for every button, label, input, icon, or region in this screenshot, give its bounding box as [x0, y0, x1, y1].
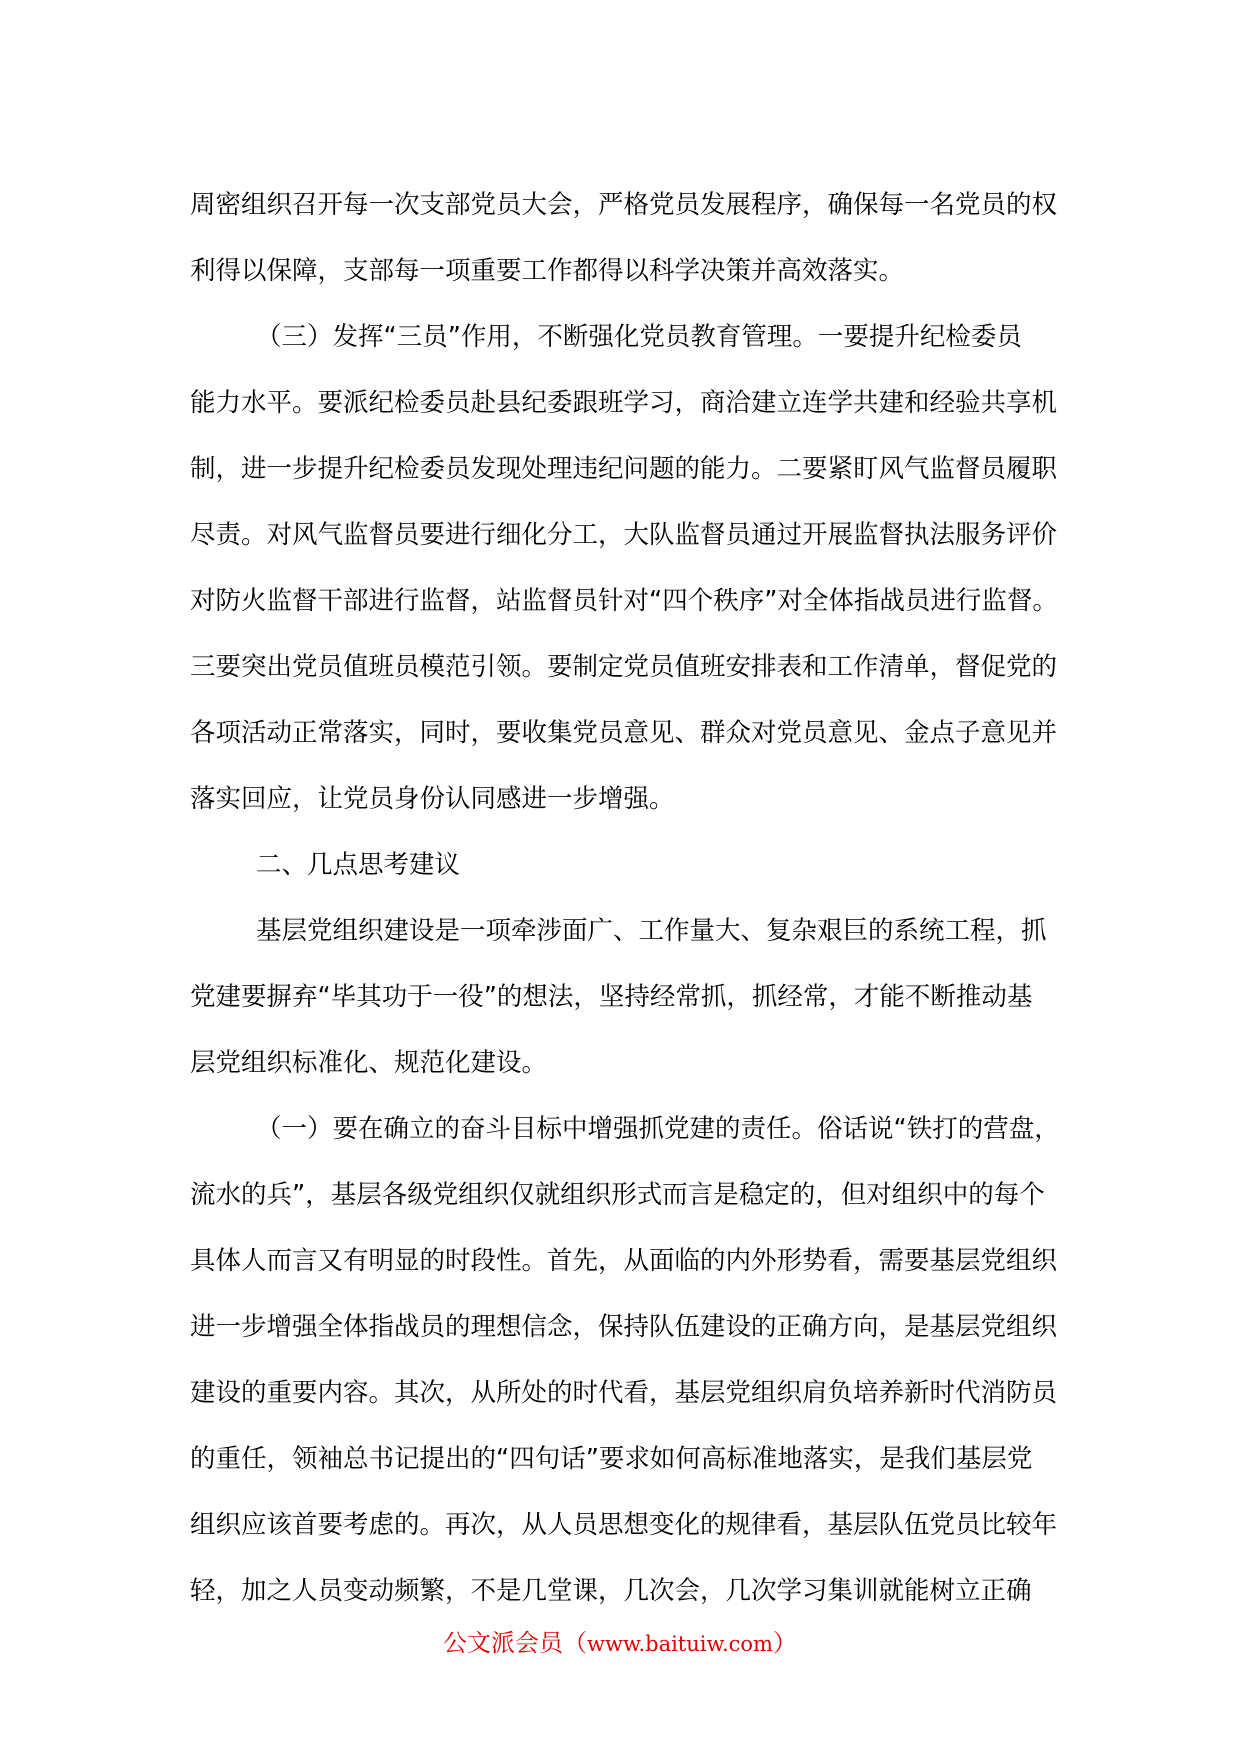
text-line: 层党组织标准化、规范化建设。	[190, 1048, 548, 1078]
document-body	[190, 172, 1060, 1624]
text-line: 各项活动正常落实，同时，要收集党员意见、群众对党员意见、金点子意见并	[190, 718, 1058, 748]
text-line: 具体人而言又有明显的时段性。首先，从面临的内外形势看，需要基层党组织	[190, 1246, 1058, 1276]
text-line: 利得以保障，支部每一项重要工作都得以科学决策并高效落实。	[190, 256, 905, 286]
text-line: 对防火监督干部进行监督，站监督员针对“四个秩序”对全体指战员进行监督。	[190, 586, 1058, 616]
footer-close: ）	[772, 1629, 797, 1657]
paragraph-start: 基层党组织建设是一项牵涉面广、工作量大、复杂艰巨的系统工程，抓	[256, 916, 1047, 946]
text-line: 流水的兵”，基层各级党组织仅就组织形式而言是稳定的，但对组织中的每个	[190, 1180, 1045, 1210]
text-line: 制，进一步提升纪检委员发现处理违纪问题的能力。二要紧盯风气监督员履职	[190, 454, 1058, 484]
text-line: 三要突出党员值班员模范引领。要制定党员值班安排表和工作清单，督促党的	[190, 652, 1058, 682]
section-heading-one: （一）要在确立的奋斗目标中增强抓党建的责任。俗话说“铁打的营盘，	[256, 1114, 1060, 1144]
text-line: 进一步增强全体指战员的理想信念，保持队伍建设的正确方向，是基层党组织	[190, 1312, 1058, 1342]
text-line: 的重任，领袖总书记提出的“四句话”要求如何高标准地落实，是我们基层党	[190, 1444, 1033, 1474]
section-heading-two: 二、几点思考建议	[256, 850, 461, 880]
footer-watermark	[0, 1623, 1240, 1664]
text-line: 党建要摒弃“毕其功于一役”的想法，坚持经常抓，抓经常，才能不断推动基	[190, 982, 1033, 1012]
text-line: 周密组织召开每一次支部党员大会，严格党员发展程序，确保每一名党员的权	[190, 190, 1058, 220]
footer-brand: 公文派会员（	[443, 1629, 588, 1657]
text-line: 尽责。对风气监督员要进行细化分工，大队监督员通过开展监督执法服务评价	[190, 520, 1058, 550]
footer-url: www.baituiw.com	[587, 1632, 773, 1656]
text-line: 组织应该首要考虑的。再次，从人员思想变化的规律看，基层队伍党员比较年	[190, 1510, 1058, 1540]
text-line: 建设的重要内容。其次，从所处的时代看，基层党组织肩负培养新时代消防员	[190, 1378, 1058, 1408]
section-heading-three: （三）发挥“三员”作用，不断强化党员教育管理。一要提升纪检委员	[256, 322, 1022, 352]
text-line: 落实回应，让党员身份认同感进一步增强。	[190, 784, 675, 814]
text-line: 能力水平。要派纪检委员赴县纪委跟班学习，商洽建立连学共建和经验共享机	[190, 388, 1058, 418]
text-line: 轻，加之人员变动频繁，不是几堂课，几次会，几次学习集训就能树立正确	[190, 1576, 1032, 1606]
